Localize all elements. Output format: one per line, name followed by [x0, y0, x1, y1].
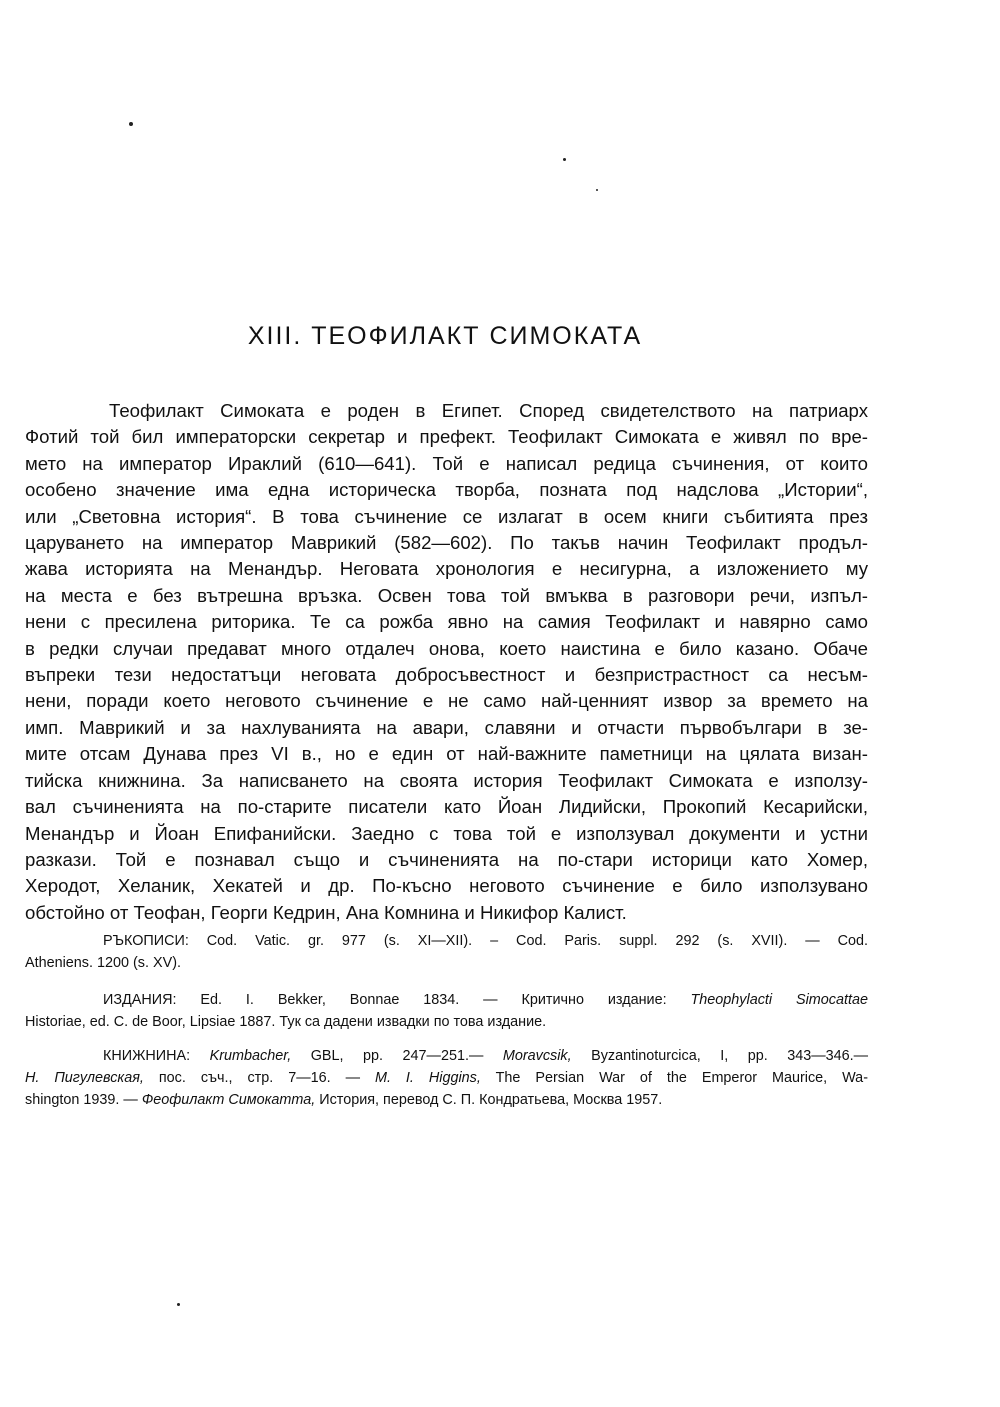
body-line: Теофилакт Симоката е роден в Египет. Според свидетелството на патриарх: [109, 400, 868, 421]
literature-text: История, перевод С. П. Кондратьева, Москва 1957.: [315, 1092, 663, 1108]
body-line: мето на император Ираклий (610—641). Той е написал редица съчинения, от които: [25, 452, 868, 474]
body-line: имп. Маврикий и за нахлуванията на авари, славяни и отчасти първобългари в зе-: [25, 716, 868, 738]
body-line: Менандър и Йоан Епифанийски. Заедно с това той е използувал документи и устни: [25, 822, 868, 844]
body-line: мите отсам Дунава през VI в., но е един от най-важните паметници на цялата визан-: [25, 743, 868, 765]
manuscripts-line-2: Atheniens. 1200 (s. XV).: [25, 955, 181, 971]
manuscripts-line-1: РЪКОПИСИ: Cod. Vatic. gr. 977 (s. XI—XII). – Cod. Paris. suppl. 292 (s. XVII). — Cod.: [103, 933, 868, 949]
author-italic: M. I. Higgins,: [374, 1070, 481, 1086]
chapter-title: XIII. ТЕОФИЛАКТ СИМОКАТА: [247, 322, 643, 350]
body-line: нени с пресилена риторика. Те са рожба явно на самия Теофилакт и навярно само: [25, 611, 868, 633]
literature-label: КНИЖНИНА:: [103, 1048, 210, 1064]
body-line: нени, поради което неговото съчинение е не само най-ценният извор за времето на: [25, 690, 868, 712]
body-line: вал съчиненията на по-старите писатели като Йоан Лидийски, Прокопий Кесарийски,: [25, 796, 868, 818]
author-italic: Н. Пигулевская,: [25, 1070, 144, 1086]
body-line: на места е без вътрешна връзка. Освен това той вмъква в разговори речи, изпъл-: [25, 584, 868, 606]
literature-text: GBL, pp. 247—251.—: [291, 1048, 503, 1064]
body-line: тийска книжнина. За написването на своята история Теофилакт Симоката е използу-: [25, 769, 868, 791]
ink-speck: [596, 189, 598, 191]
editions-line-1: [25, 989, 868, 1011]
body-line: в редки случаи предават много отдалеч онова, което наистина е било казано. Обаче: [25, 637, 868, 659]
body-line: особено значение има една историческа творба, позната под надслова „Истории“,: [25, 479, 868, 501]
literature-line-3: [25, 1089, 868, 1111]
body-line: жава историята на Менандър. Неговата хронология е несигурна, а изложението му: [25, 558, 868, 580]
body-line: Херодот, Хеланик, Хекатей и др. По-късно неговото съчинение е било използувано: [25, 875, 868, 897]
literature-text: Byzantinoturcica, I, pp. 343—346.—: [571, 1048, 868, 1064]
author-italic: Krumbacher,: [209, 1048, 292, 1064]
body-line: или „Световна история“. В това съчинение се излагат в осем книги събитията през: [25, 505, 868, 527]
literature-line-2: [25, 1067, 868, 1089]
body-line: разкази. Той е познавал също и съчиненията на по-стари историци като Хомер,: [25, 848, 868, 870]
literature-line-1: [25, 1045, 868, 1067]
editions-section: [25, 989, 868, 1033]
author-italic: Феофилакт Симокатта,: [141, 1092, 316, 1108]
author-italic: Moravcsik,: [502, 1048, 572, 1064]
body-line: царуването на император Маврикий (582—602). По такъв начин Теофилакт продъл-: [25, 532, 868, 554]
body-line: въпреки тези недостатъци неговата добросъвестност и безпристрастност са несъм-: [25, 664, 868, 686]
editions-line-2: Historiae, ed. C. de Boor, Lipsiae 1887. Тук са дадени извадки по това издание.: [25, 1014, 547, 1030]
literature-section: [25, 1045, 868, 1111]
editions-text: ИЗДАНИЯ: Ed. I. Bekker, Bonnae 1834. — Критично издание:: [103, 992, 691, 1008]
literature-text: пос. съч., стр. 7—16. —: [143, 1070, 375, 1086]
body-line: Фотий той бил императорски секретар и префект. Теофилакт Симоката е живял по вре-: [25, 426, 868, 448]
literature-text: The Persian War of the Emperor Maurice, Wa-: [480, 1070, 868, 1086]
manuscripts-section: [25, 930, 868, 974]
editions-title-italic: Theophylacti Simocattae: [690, 992, 868, 1008]
literature-text: shington 1939. —: [25, 1092, 142, 1108]
ink-speck: [177, 1303, 180, 1306]
chapter-body: [25, 398, 868, 926]
ink-speck: [129, 122, 133, 126]
ink-speck: [563, 158, 566, 161]
body-line: обстойно от Теофан, Георги Кедрин, Ана Комнина и Никифор Калист.: [25, 901, 627, 923]
